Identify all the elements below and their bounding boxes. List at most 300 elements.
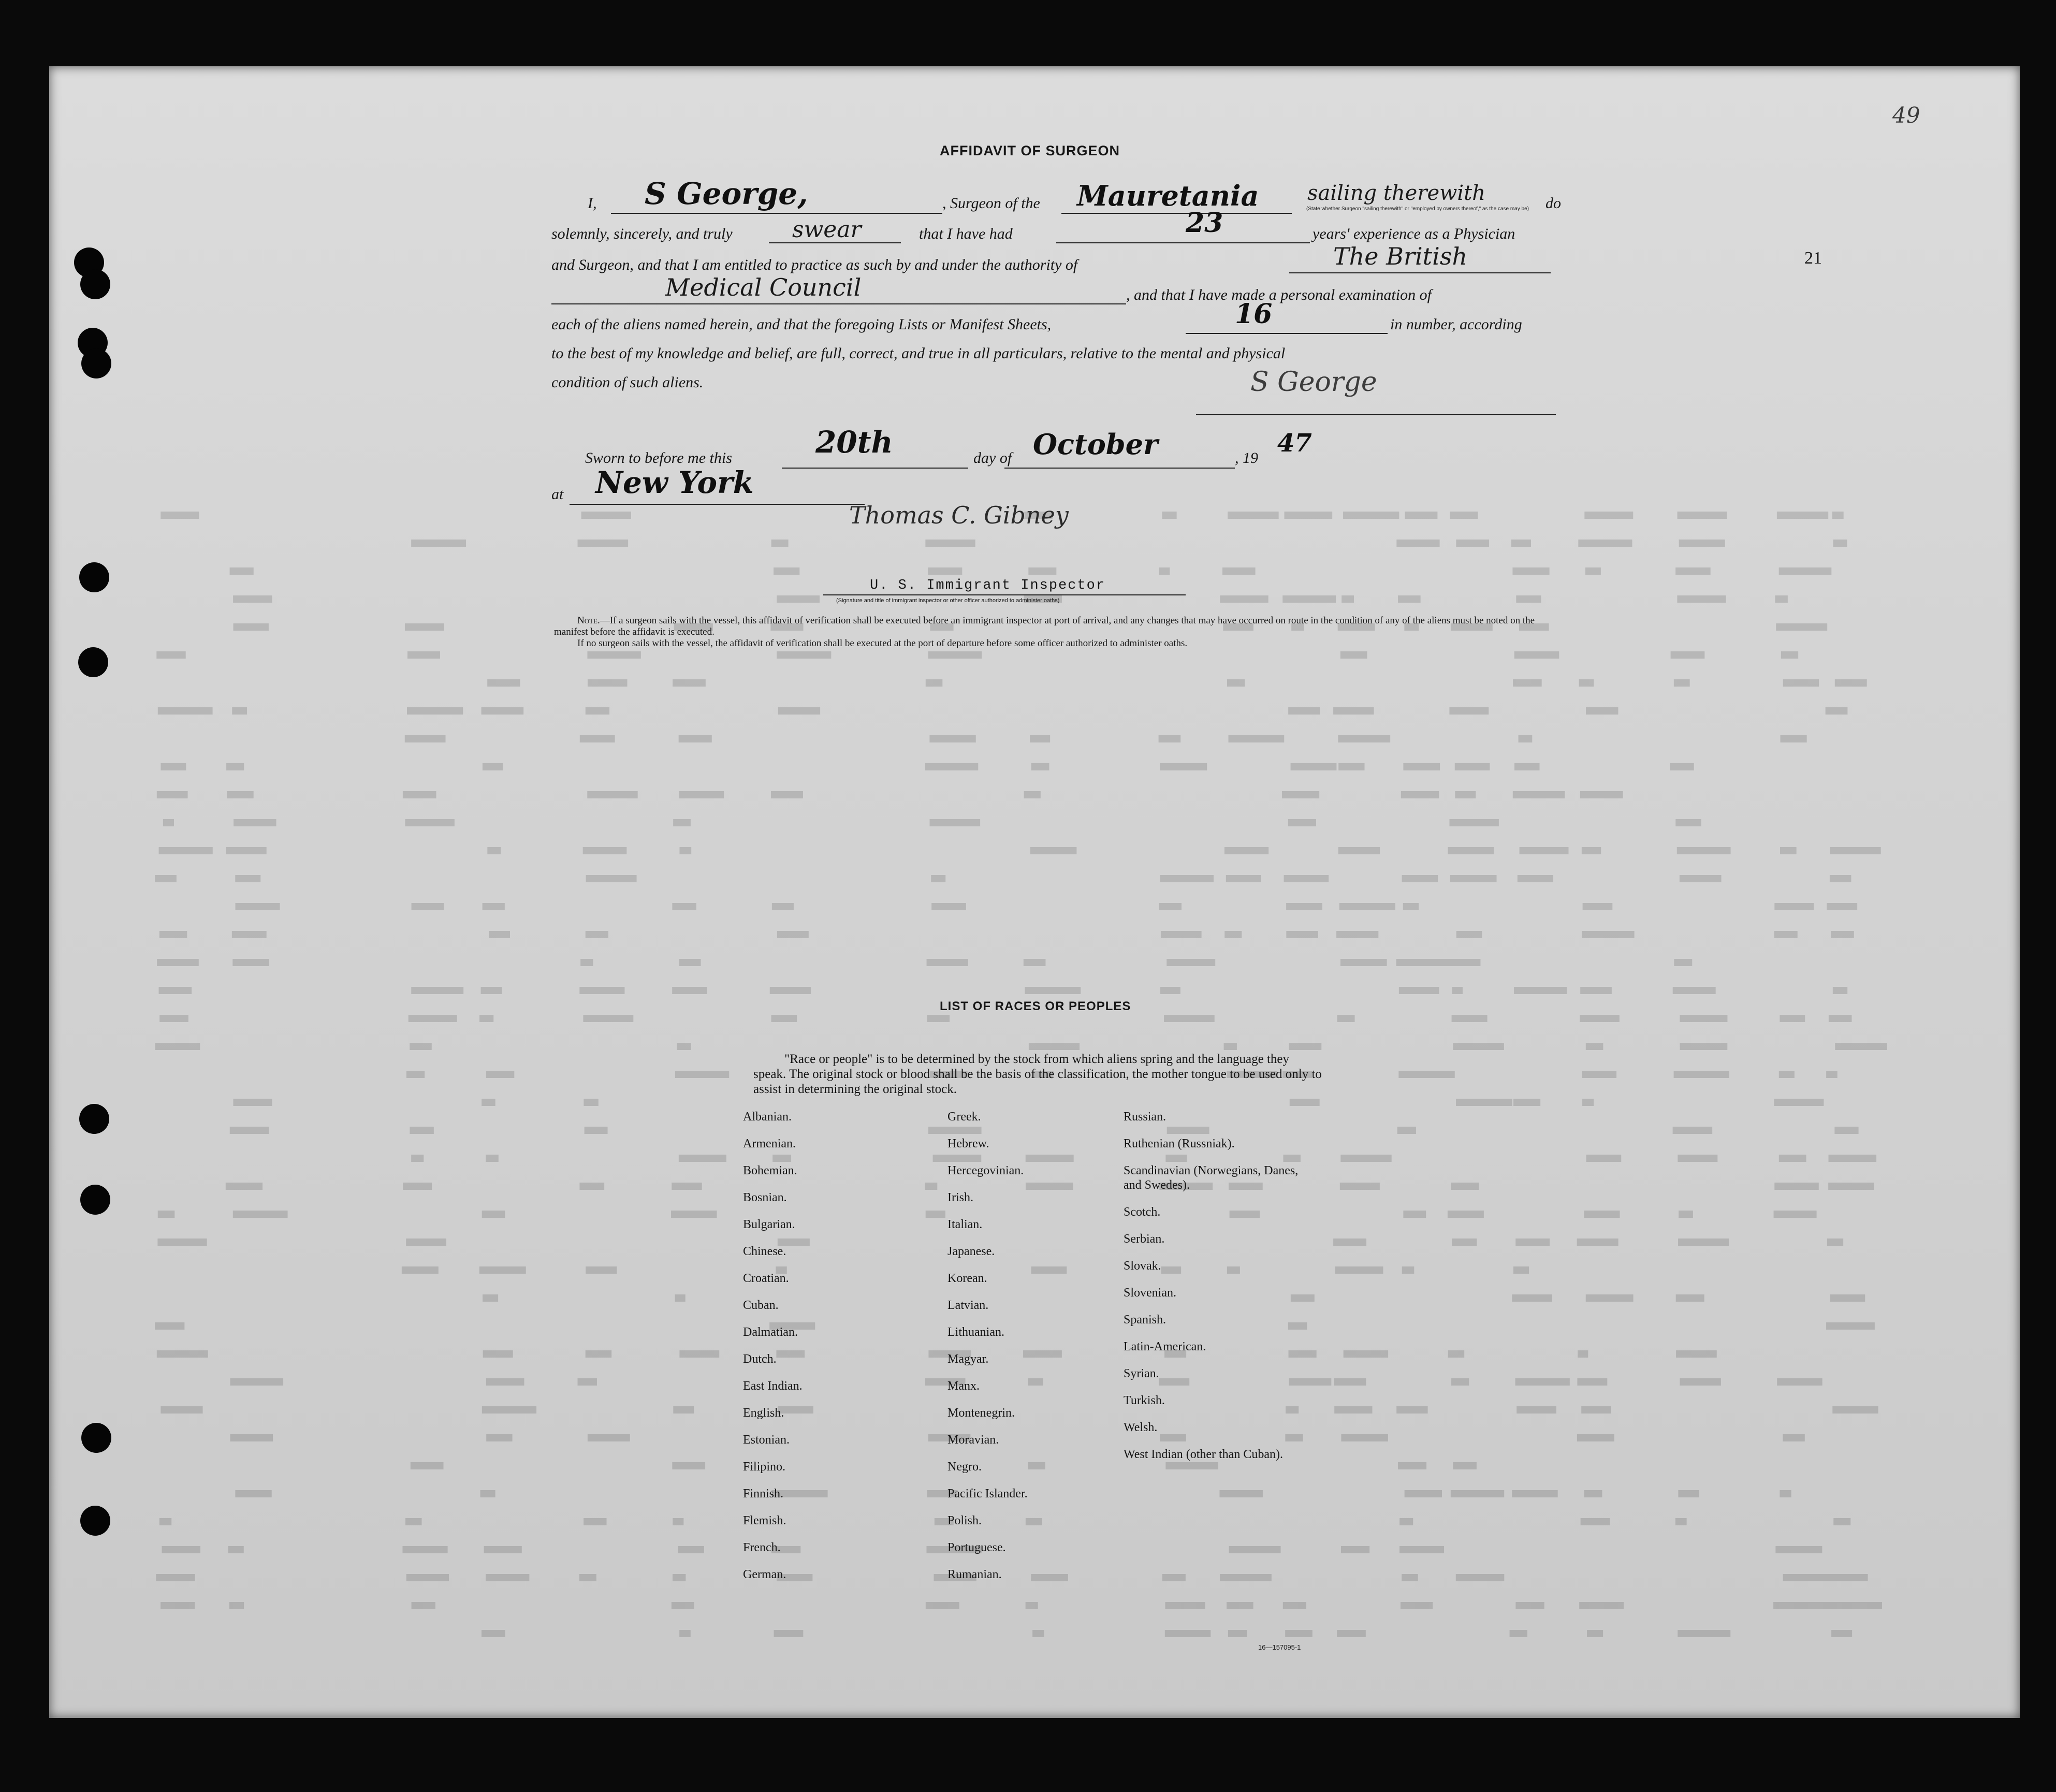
bleed-mark — [586, 875, 637, 882]
bleed-mark — [1676, 1294, 1704, 1302]
bleed-mark — [233, 1099, 272, 1106]
binder-hole — [81, 348, 111, 378]
bleed-mark — [1577, 1239, 1618, 1246]
bleed-mark — [1674, 959, 1692, 966]
binder-hole — [80, 1185, 110, 1215]
bleed-mark — [1775, 595, 1787, 603]
bleed-mark — [777, 595, 820, 603]
bleed-mark — [1340, 651, 1367, 659]
bleed-mark — [1451, 1490, 1504, 1497]
inspector-line — [823, 594, 1186, 595]
bleed-mark — [1405, 512, 1437, 519]
bleed-mark — [410, 1127, 433, 1134]
race-item: Chinese. — [743, 1245, 786, 1258]
bleed-mark — [229, 1602, 244, 1609]
race-item: Polish. — [947, 1514, 982, 1527]
bleed-mark — [926, 1211, 945, 1218]
bleed-mark — [584, 1099, 598, 1106]
bleed-mark — [673, 1574, 686, 1581]
bleed-mark — [579, 987, 624, 994]
race-item: East Indian. — [743, 1379, 803, 1393]
bleed-mark — [579, 1183, 604, 1190]
race-item: Scotch. — [1124, 1205, 1161, 1219]
races-column-2 — [947, 1103, 1118, 1588]
bleed-mark — [1514, 763, 1540, 770]
bleed-mark — [1282, 791, 1319, 798]
bleed-mark — [1513, 1099, 1540, 1106]
bleed-mark — [1584, 512, 1633, 519]
bleed-mark — [1402, 1266, 1415, 1274]
bleed-mark — [584, 1518, 606, 1525]
bleed-mark — [159, 847, 213, 854]
race-item: Latvian. — [947, 1299, 989, 1312]
bleed-mark — [1781, 651, 1798, 659]
bleed-mark — [1341, 1546, 1369, 1553]
bleed-mark — [1579, 679, 1594, 687]
bleed-mark — [1399, 1518, 1413, 1525]
bleed-mark — [1164, 1015, 1215, 1022]
bleed-mark — [1513, 791, 1565, 798]
race-item: Montenegrin. — [947, 1406, 1015, 1420]
bleed-mark — [1828, 1602, 1882, 1609]
inspector-caption: (Signature and title of immigrant inspector or other officer authorized to administer oaths) — [836, 598, 1060, 604]
race-item: Korean. — [947, 1272, 987, 1285]
bleed-mark — [774, 1630, 804, 1637]
bleed-mark — [405, 1518, 421, 1525]
race-item: Italian. — [947, 1218, 983, 1231]
bleed-mark — [1779, 1071, 1795, 1078]
bleed-mark — [1452, 987, 1463, 994]
bleed-mark — [1517, 1406, 1556, 1414]
bleed-mark — [1030, 847, 1077, 854]
bleed-mark — [1774, 1183, 1819, 1190]
bleed-mark — [1340, 1183, 1380, 1190]
bleed-mark — [778, 707, 820, 715]
bleed-mark — [1333, 1239, 1366, 1246]
bleed-mark — [1227, 1602, 1253, 1609]
bleed-mark — [675, 1071, 729, 1078]
bleed-mark — [1679, 540, 1725, 547]
bleed-mark — [230, 1434, 273, 1441]
bleed-mark — [411, 540, 466, 547]
bleed-mark — [1834, 1127, 1858, 1134]
bleed-mark — [581, 512, 631, 519]
bleed-mark — [1670, 763, 1694, 770]
bleed-mark — [1833, 1518, 1850, 1525]
race-item: Dalmatian. — [743, 1325, 798, 1339]
bleed-mark — [233, 595, 272, 603]
bleed-mark — [1283, 1602, 1306, 1609]
sheet-number: 21 — [1804, 249, 1822, 268]
bleed-mark — [403, 1183, 432, 1190]
binder-hole — [79, 1104, 109, 1134]
bleed-mark — [1679, 1211, 1693, 1218]
bleed-mark — [234, 623, 269, 631]
bleed-mark — [1165, 1630, 1211, 1637]
bleed-mark — [577, 540, 628, 547]
bleed-mark — [927, 959, 968, 966]
bleed-mark — [1680, 1015, 1727, 1022]
bleed-mark — [1338, 763, 1364, 770]
underline — [782, 468, 968, 469]
bleed-mark — [482, 1406, 536, 1414]
bleed-mark — [1512, 1490, 1557, 1497]
bleed-mark — [1833, 987, 1847, 994]
race-item: Serbian. — [1124, 1232, 1165, 1246]
bleed-mark — [1587, 1630, 1603, 1637]
bleed-mark — [1162, 1574, 1186, 1581]
bleed-mark — [1403, 903, 1419, 910]
bleed-mark — [483, 763, 503, 770]
bleed-mark — [926, 679, 943, 687]
bleed-mark — [928, 651, 982, 659]
bleed-mark — [1456, 1099, 1512, 1106]
bleed-mark — [679, 791, 724, 798]
bleed-mark — [1581, 1518, 1610, 1525]
bleed-mark — [1830, 1294, 1865, 1302]
bleed-mark — [1780, 1490, 1791, 1497]
bleed-mark — [1449, 707, 1489, 715]
bleed-mark — [226, 847, 267, 854]
sworn-prefix: Sworn to before me this — [585, 449, 732, 467]
underline — [1186, 333, 1388, 334]
bleed-mark — [479, 1266, 526, 1274]
race-item: Welsh. — [1124, 1421, 1158, 1434]
binder-hole — [79, 562, 109, 592]
bleed-mark — [672, 987, 707, 994]
bleed-mark — [1519, 735, 1533, 742]
bleed-mark — [1776, 623, 1827, 631]
bleed-mark — [774, 567, 799, 575]
bleed-mark — [1398, 1462, 1426, 1469]
underline — [611, 213, 942, 214]
bleed-mark — [157, 1239, 207, 1246]
bleed-mark — [155, 875, 177, 882]
bleed-mark — [675, 1294, 685, 1302]
bleed-mark — [157, 1350, 208, 1358]
bleed-mark — [1586, 1294, 1634, 1302]
bleed-mark — [1340, 1155, 1391, 1162]
bleed-mark — [480, 1490, 495, 1497]
bleed-mark — [1827, 1239, 1843, 1246]
sworn-month: October — [1033, 428, 1158, 461]
bleed-mark — [412, 903, 444, 910]
race-item: Croatian. — [743, 1272, 789, 1285]
bleed-mark — [489, 931, 510, 938]
bleed-mark — [1675, 819, 1701, 826]
at-label: at — [551, 486, 564, 503]
sailing-status: sailing therewith — [1307, 181, 1486, 205]
bleed-mark — [1288, 819, 1316, 826]
bleed-mark — [1402, 875, 1438, 882]
bleed-mark — [1515, 1239, 1550, 1246]
bleed-mark — [1773, 1602, 1830, 1609]
bleed-mark — [1678, 1630, 1730, 1637]
bleed-mark — [1577, 1378, 1607, 1386]
bleed-mark — [1579, 1602, 1624, 1609]
race-item: English. — [743, 1406, 784, 1420]
race-item: Irish. — [947, 1191, 973, 1204]
bleed-mark — [232, 931, 267, 938]
bleed-mark — [1030, 735, 1050, 742]
race-item: Hebrew. — [947, 1137, 989, 1150]
bleed-mark — [233, 1211, 288, 1218]
bleed-mark — [1580, 987, 1612, 994]
bleed-mark — [1518, 875, 1553, 882]
bleed-mark — [577, 1378, 596, 1386]
bleed-mark — [1397, 1127, 1416, 1134]
bleed-mark — [155, 1043, 200, 1050]
bleed-mark — [1675, 1518, 1687, 1525]
bleed-mark — [402, 1266, 439, 1274]
bleed-mark — [1831, 1630, 1852, 1637]
underline — [1056, 242, 1310, 243]
affidavit-line1-end: do — [1545, 195, 1561, 212]
bleed-mark — [588, 1434, 630, 1441]
bleed-mark — [158, 707, 213, 715]
bleed-mark — [1285, 512, 1333, 519]
bleed-mark — [405, 735, 446, 742]
bleed-mark — [673, 1406, 694, 1414]
bleed-mark — [1340, 959, 1387, 966]
bleed-mark — [1159, 903, 1182, 910]
affidavit-line2-mid: that I have had — [919, 225, 1013, 242]
underline — [1004, 468, 1235, 469]
bleed-mark — [157, 959, 199, 966]
bleed-mark — [927, 1015, 950, 1022]
race-item: Hercegovinian. — [947, 1164, 1024, 1177]
bleed-mark — [483, 1350, 513, 1358]
bleed-mark — [1226, 875, 1261, 882]
races-intro: "Race or people" is to be determined by the stock from which aliens spring and the language they speak. The original stock or blood shall be the basis of the classification, the mother tongue to be used only to assist in determining the original stock. — [753, 1052, 1322, 1096]
bleed-mark — [486, 1071, 514, 1078]
bleed-mark — [929, 819, 980, 826]
surgeon-name: S George, — [645, 176, 808, 211]
race-item: Slovak. — [1124, 1259, 1161, 1273]
bleed-mark — [1448, 1350, 1464, 1358]
bleed-mark — [925, 540, 975, 547]
bleed-mark — [226, 1183, 263, 1190]
bleed-mark — [1777, 1378, 1822, 1386]
bleed-mark — [1337, 1630, 1366, 1637]
bleed-mark — [1671, 651, 1705, 659]
race-item: German. — [743, 1568, 786, 1581]
bleed-mark — [486, 1378, 524, 1386]
race-item: Manx. — [947, 1379, 980, 1393]
bleed-mark — [228, 1546, 244, 1553]
bleed-mark — [677, 1043, 691, 1050]
bleed-mark — [587, 791, 637, 798]
bleed-mark — [1284, 875, 1329, 882]
bleed-mark — [405, 623, 444, 631]
bleed-mark — [1024, 791, 1041, 798]
bleed-mark — [1399, 1546, 1444, 1553]
race-item: Russian. — [1124, 1110, 1166, 1124]
bleed-mark — [1399, 987, 1439, 994]
bleed-mark — [1512, 1294, 1552, 1302]
bleed-mark — [1456, 540, 1489, 547]
bleed-mark — [1166, 959, 1215, 966]
bleed-mark — [1678, 1155, 1717, 1162]
bleed-mark — [1585, 567, 1601, 575]
race-item: Negro. — [947, 1460, 982, 1474]
bleed-mark — [1402, 1574, 1418, 1581]
bleed-mark — [483, 903, 505, 910]
bleed-mark — [159, 1015, 188, 1022]
bleed-mark — [1228, 1630, 1247, 1637]
bleed-mark — [1396, 1406, 1427, 1414]
bleed-mark — [929, 735, 975, 742]
race-item: Flemish. — [743, 1514, 786, 1527]
bleed-mark — [410, 1043, 432, 1050]
place: New York — [595, 465, 754, 500]
bleed-mark — [1680, 875, 1722, 882]
bleed-mark — [580, 959, 593, 966]
bleed-mark — [777, 931, 809, 938]
bleed-mark — [1031, 763, 1049, 770]
bleed-mark — [1577, 1434, 1614, 1441]
race-item: Estonian. — [743, 1433, 790, 1447]
bleed-mark — [1343, 512, 1399, 519]
bleed-mark — [1774, 903, 1814, 910]
bleed-mark — [579, 1574, 596, 1581]
bleed-mark — [1833, 540, 1847, 547]
bleed-mark — [1451, 1183, 1479, 1190]
bleed-mark — [672, 903, 696, 910]
bleed-mark — [1448, 847, 1494, 854]
inspector-title: U. S. Immigrant Inspector — [870, 578, 1106, 593]
affidavit-line5-prefix: each of the aliens named herein, and that the foregoing Lists or Manifest Sheets, — [551, 316, 1052, 333]
bleed-mark — [484, 1546, 522, 1553]
race-item: Bosnian. — [743, 1191, 787, 1204]
bleed-mark — [1780, 1015, 1805, 1022]
bleed-mark — [1835, 1043, 1887, 1050]
bleed-mark — [405, 819, 455, 826]
bleed-mark — [1449, 819, 1498, 826]
race-item: Syrian. — [1124, 1367, 1159, 1380]
bleed-mark — [159, 931, 187, 938]
bleed-mark — [230, 1127, 269, 1134]
affidavit-line6: to the best of my knowledge and belief, are full, correct, and true in all particulars, relative to the mental and physical — [551, 345, 1286, 362]
bleed-mark — [156, 651, 185, 659]
bleed-mark — [771, 791, 803, 798]
bleed-mark — [925, 1183, 937, 1190]
bleed-mark — [1159, 735, 1181, 742]
underline — [769, 242, 901, 243]
bleed-mark — [157, 791, 188, 798]
bleed-mark — [411, 987, 463, 994]
bleed-mark — [1448, 959, 1480, 966]
bleed-mark — [1025, 987, 1081, 994]
bleed-mark — [673, 1518, 683, 1525]
bleed-mark — [1514, 987, 1567, 994]
race-item: Scandinavian (Norwegians, Danes, and Swedes). — [1124, 1164, 1299, 1192]
bleed-mark — [679, 735, 712, 742]
bleed-mark — [411, 1462, 444, 1469]
binder-hole — [80, 1506, 110, 1536]
bleed-mark — [586, 931, 608, 938]
race-item: Filipino. — [743, 1460, 786, 1474]
bleed-mark — [1291, 763, 1337, 770]
bleed-mark — [1401, 1602, 1433, 1609]
bleed-mark — [1781, 735, 1807, 742]
bleed-mark — [1513, 679, 1542, 687]
underline — [551, 303, 1126, 304]
bleed-mark — [1450, 875, 1497, 882]
bleed-mark — [407, 651, 440, 659]
bleed-mark — [1029, 1043, 1080, 1050]
bleed-mark — [1455, 791, 1476, 798]
bleed-mark — [1160, 875, 1214, 882]
affidavit-title: AFFIDAVIT OF SURGEON — [940, 143, 1120, 158]
bleed-mark — [1586, 1155, 1622, 1162]
bleed-mark — [1165, 1602, 1205, 1609]
bleed-mark — [232, 959, 269, 966]
race-item: Ruthenian (Russniak). — [1124, 1137, 1235, 1150]
bleed-mark — [1227, 679, 1245, 687]
bleed-mark — [409, 1015, 457, 1022]
race-item: Latin-American. — [1124, 1340, 1206, 1353]
affidavit-line5-end: in number, according — [1390, 316, 1522, 333]
bleed-mark — [1678, 512, 1727, 519]
races-column-1 — [743, 1103, 914, 1588]
bleed-mark — [1675, 567, 1711, 575]
bleed-mark — [163, 819, 174, 826]
bleed-mark — [1222, 567, 1256, 575]
bleed-mark — [771, 540, 789, 547]
race-item: Armenian. — [743, 1137, 796, 1150]
bleed-mark — [1405, 1490, 1442, 1497]
bleed-mark — [1774, 931, 1798, 938]
bleed-mark — [1456, 1574, 1505, 1581]
note-label: Note. — [577, 615, 600, 626]
bleed-mark — [1777, 512, 1828, 519]
affidavit-line3-prefix: and Surgeon, and that I am entitled to practice as such by and under the authority of — [551, 256, 1078, 273]
bleed-mark — [1829, 1155, 1876, 1162]
bleed-mark — [1678, 1490, 1699, 1497]
race-item: Turkish. — [1124, 1394, 1165, 1407]
race-item: French. — [743, 1541, 781, 1554]
affidavit-line2-prefix: solemnly, sincerely, and truly — [551, 225, 733, 242]
bleed-mark — [1779, 1155, 1806, 1162]
race-item: Cuban. — [743, 1299, 779, 1312]
bleed-mark — [931, 875, 945, 882]
bleed-mark — [1453, 1043, 1504, 1050]
bleed-mark — [1335, 1266, 1383, 1274]
bleed-mark — [586, 707, 609, 715]
bleed-mark — [161, 1602, 195, 1609]
binder-hole — [78, 647, 108, 677]
bleed-mark — [587, 651, 640, 659]
bleed-mark — [925, 763, 978, 770]
affidavit-line2-end: years' experience as a Physician — [1313, 225, 1515, 242]
underline — [1061, 213, 1292, 214]
bleed-mark — [1396, 540, 1439, 547]
bleed-mark — [926, 1602, 959, 1609]
bleed-mark — [1286, 931, 1318, 938]
race-item: Rumanian. — [947, 1568, 1002, 1581]
bleed-mark — [1448, 1211, 1484, 1218]
bleed-mark — [777, 651, 831, 659]
bleed-mark — [162, 1546, 200, 1553]
bleed-mark — [1515, 1602, 1544, 1609]
bleed-mark — [235, 875, 260, 882]
bleed-mark — [679, 959, 701, 966]
bleed-mark — [161, 763, 186, 770]
page-number-pencil: 49 — [1892, 103, 1920, 128]
bleed-mark — [1580, 1015, 1620, 1022]
signature-line — [1196, 414, 1556, 415]
